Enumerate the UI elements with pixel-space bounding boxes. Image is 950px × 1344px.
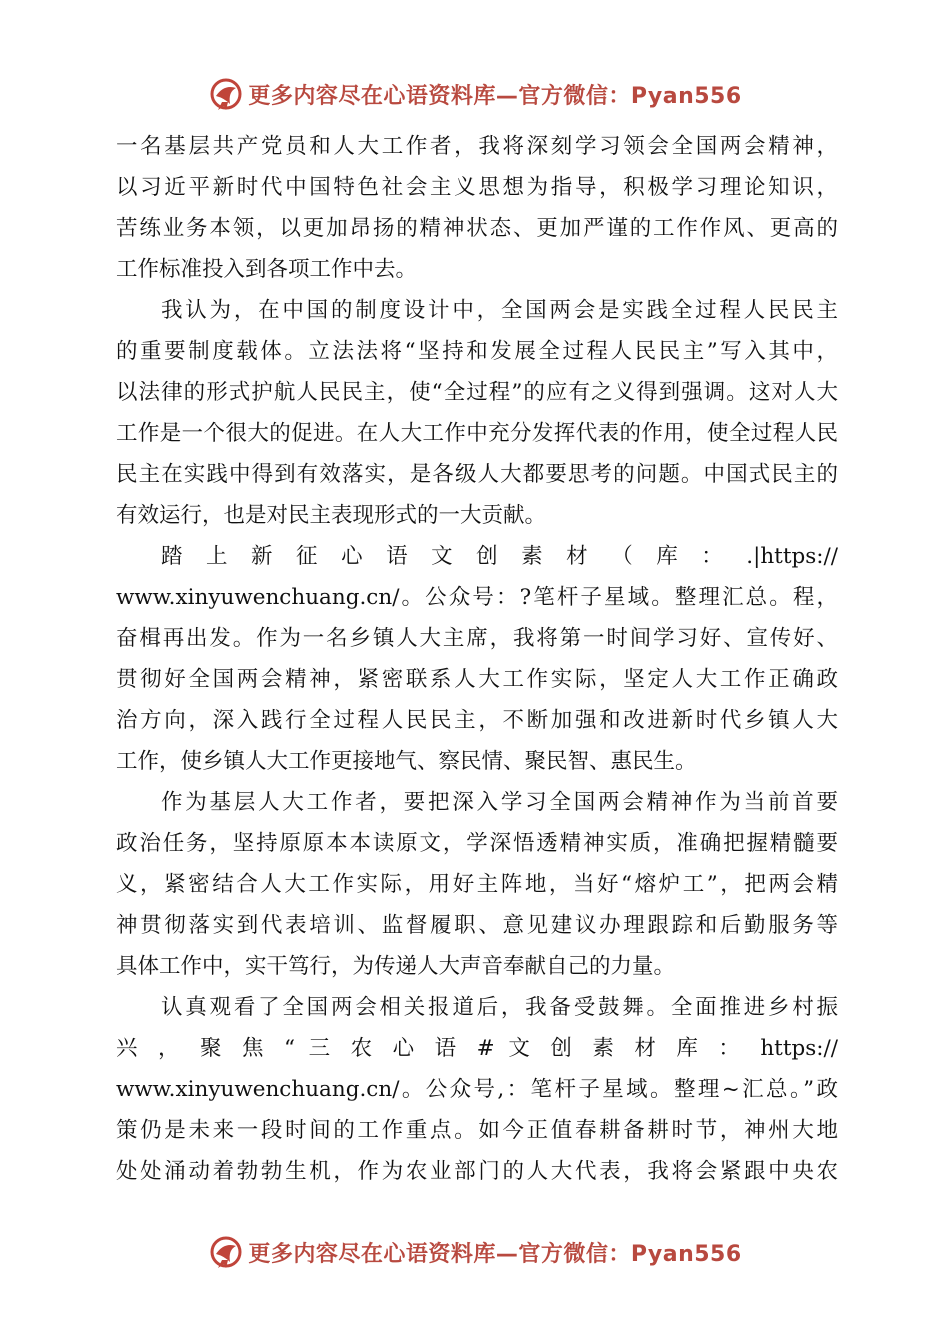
- text-line: 具体工作中，实干笃行，为传递人大声音奉献自己的力量。: [116, 954, 676, 979]
- header-banner-text: 更多内容尽在心语资料库—官方微信：Pyan556: [248, 83, 742, 109]
- text-line: 治方向，深入践行全过程人民民主，不断加强和改进新时代乡镇人大: [116, 708, 838, 733]
- text-line: 策仍是未来一段时间的工作重点。如今正值春耕备耕时节，神州大地: [116, 1118, 838, 1143]
- text-line: 神贯彻落实到代表培训、监督履职、意见建议办理跟踪和后勤服务等: [116, 913, 838, 938]
- text-line: 以法律的形式护航人民民主，使“全过程”的应有之义得到强调。这对人大: [116, 380, 838, 405]
- text-line: 民主在实践中得到有效落实，是各级人大都要思考的问题。中国式民主的: [116, 462, 838, 487]
- text-line: 工作，使乡镇人大工作更接地气、察民情、聚民智、惠民生。: [116, 749, 697, 774]
- text-line: 苦练业务本领，以更加昂扬的精神状态、更加严谨的工作作风、更高的: [116, 216, 838, 241]
- text-line: 处处涌动着勃勃生机，作为农业部门的人大代表，我将会紧跟中央农: [116, 1159, 838, 1184]
- footer-banner-text: 更多内容尽在心语资料库—官方微信：Pyan556: [248, 1241, 742, 1267]
- paragraph-first-line: 踏 上 新 征 心 语 文 创 素 材 （ 库 ： .|https://: [161, 544, 838, 569]
- text-line: 工作标准投入到各项工作中去。: [116, 257, 418, 282]
- text-line: www.xinyuwenchuang.cn/。公众号：?笔杆子星域。整理汇总。程，: [116, 585, 838, 610]
- paragraph-first-line: 认真观看了全国两会相关报道后，我备受鼓舞。全面推进乡村振: [161, 995, 838, 1020]
- text-line: 奋楫再出发。作为一名乡镇人大主席，我将第一时间学习好、宣传好、: [116, 626, 838, 651]
- document-body: [116, 126, 838, 1192]
- text-line: 义，紧密结合人大工作实际，用好主阵地，当好“熔炉工”，把两会精: [116, 872, 838, 897]
- text-line: 工作是一个很大的促进。在人大工作中充分发挥代表的作用，使全过程人民: [116, 421, 838, 446]
- ribbon-logo-icon: [208, 1234, 244, 1270]
- text-line: 政治任务，坚持原原本本读原文，学深悟透精神实质，准确把握精髓要: [116, 831, 838, 856]
- text-line: www.xinyuwenchuang.cn/。公众号,：笔杆子星域。整理~汇总。”政: [116, 1077, 838, 1102]
- footer-banner: [0, 1232, 950, 1272]
- paragraph-first-line: 作为基层人大工作者，要把深入学习全国两会精神作为当前首要: [161, 790, 838, 815]
- text-line: 有效运行，也是对民主表现形式的一大贡献。: [116, 503, 547, 528]
- paragraph-first-line: 我认为，在中国的制度设计中，全国两会是实践全过程人民民主: [161, 298, 838, 323]
- text-line: 兴 ， 聚 焦 “ 三 农 心 语 # 文 创 素 材 库 ： https://: [116, 1036, 838, 1061]
- text-line: 的重要制度载体。立法法将“坚持和发展全过程人民民主”写入其中，: [116, 339, 838, 364]
- header-banner: [0, 74, 950, 114]
- text-line: 以习近平新时代中国特色社会主义思想为指导，积极学习理论知识，: [116, 175, 838, 200]
- text-line: 一名基层共产党员和人大工作者，我将深刻学习领会全国两会精神，: [116, 134, 838, 159]
- text-line: 贯彻好全国两会精神，紧密联系人大工作实际，坚定人大工作正确政: [116, 667, 838, 692]
- ribbon-logo-icon: [208, 76, 244, 112]
